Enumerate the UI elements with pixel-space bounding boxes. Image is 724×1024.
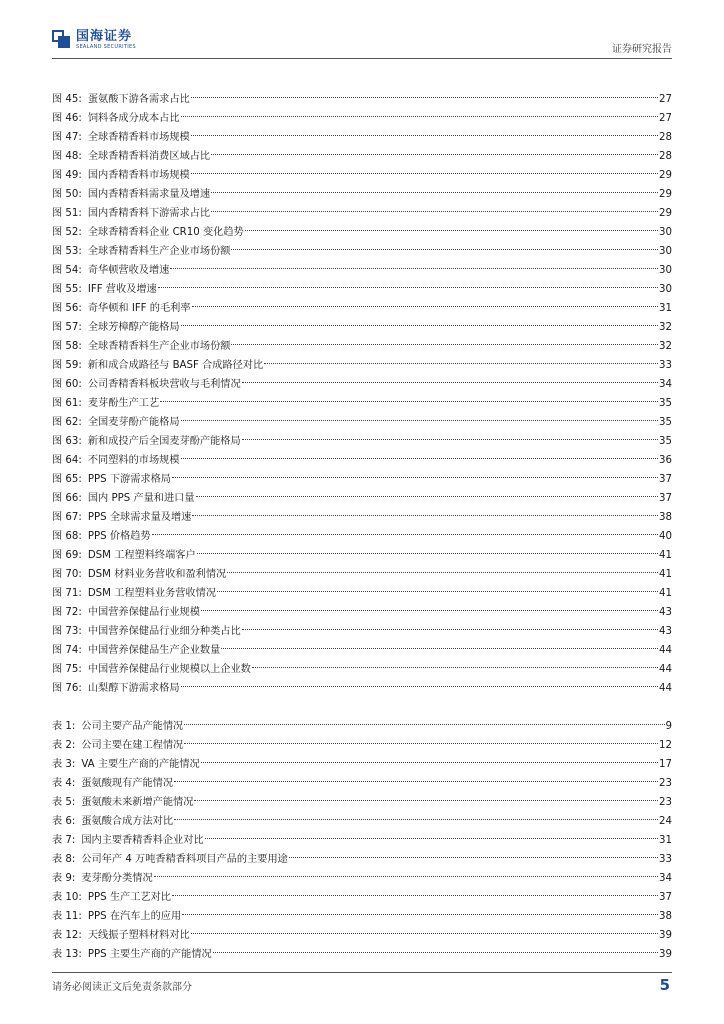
- entry-page-number: 30: [659, 265, 672, 276]
- dot-leader: [158, 273, 658, 292]
- dot-leader: [181, 672, 659, 691]
- entry-title: DSM 工程塑料业务营收情况: [87, 588, 217, 599]
- dot-leader: [181, 102, 659, 121]
- figure-index: [52, 83, 672, 694]
- entry-title: 全球香精香料市场规模: [87, 132, 190, 143]
- entry-title: 中国营养保健品行业规模: [87, 607, 200, 618]
- entry-title: PPS 生产工艺对比: [87, 892, 171, 903]
- entry-page-number: 37: [659, 474, 672, 485]
- entry-title: 公司主要在建工程情况: [81, 740, 184, 751]
- entry-page-number: 39: [659, 930, 672, 941]
- entry-page-number: 43: [659, 607, 672, 618]
- entry-label: 图 55:: [52, 284, 82, 295]
- entry-page-number: 37: [659, 892, 672, 903]
- figure-entry[interactable]: [52, 83, 672, 105]
- dot-leader: [242, 615, 658, 634]
- entry-title: 国内香精香料市场规模: [87, 170, 190, 181]
- dot-leader: [170, 254, 658, 273]
- entry-page-number: 29: [659, 189, 672, 200]
- entry-title: 奇华顿和 IFF 的毛利率: [87, 303, 191, 314]
- entry-title: 天线振子塑料材料对比: [87, 930, 190, 941]
- dot-leader: [174, 805, 658, 824]
- logo-name-en: SEALAND SECURITIES: [76, 44, 136, 50]
- entry-page-number: 9: [665, 721, 672, 732]
- dot-leader: [242, 425, 658, 444]
- entry-label: 图 66:: [52, 493, 82, 504]
- entry-label: 表 6:: [52, 816, 76, 827]
- entry-page-number: 31: [659, 303, 672, 314]
- entry-label: 图 75:: [52, 664, 82, 675]
- entry-label: 图 76:: [52, 683, 82, 694]
- dot-leader: [231, 235, 658, 254]
- dot-leader: [242, 368, 658, 387]
- entry-label: 表 11:: [52, 911, 82, 922]
- entry-label: 图 49:: [52, 170, 82, 181]
- entry-page-number: 29: [659, 170, 672, 181]
- entry-title: 全球香精香料企业 CR10 变化趋势: [87, 227, 244, 238]
- entry-page-number: 36: [659, 455, 672, 466]
- entry-label: 图 60:: [52, 379, 82, 390]
- entry-label: 图 52:: [52, 227, 82, 238]
- entry-title: 全球芳樟醇产能格局: [87, 322, 180, 333]
- entry-title: 全国麦芽酚产能格局: [87, 417, 180, 428]
- entry-title: 公司主要产品产能情况: [81, 721, 184, 732]
- entry-page-number: 43: [659, 626, 672, 637]
- entry-label: 表 3:: [52, 759, 76, 770]
- entry-label: 表 7:: [52, 835, 76, 846]
- entry-page-number: 28: [659, 132, 672, 143]
- dot-leader: [174, 767, 658, 786]
- entry-title: 饲料各成分成本占比: [87, 113, 180, 124]
- entry-label: 图 72:: [52, 607, 82, 618]
- dot-leader: [172, 463, 658, 482]
- entry-page-number: 38: [659, 911, 672, 922]
- entry-label: 图 48:: [52, 151, 82, 162]
- entry-label: 图 69:: [52, 550, 82, 561]
- entry-label: 表 1:: [52, 721, 76, 732]
- dot-leader: [205, 824, 658, 843]
- dot-leader: [289, 843, 658, 862]
- entry-page-number: 29: [659, 208, 672, 219]
- dot-leader: [191, 919, 658, 938]
- entry-title: 蛋氨酸未来新增产能情况: [81, 797, 194, 808]
- entry-label: 图 53:: [52, 246, 82, 257]
- entry-title: 公司香精香料板块营收与毛利情况: [87, 379, 241, 390]
- entry-title: 奇华顿营收及增速: [87, 265, 170, 276]
- entry-page-number: 33: [659, 854, 672, 865]
- entry-page-number: 30: [659, 246, 672, 257]
- entry-page-number: 35: [659, 436, 672, 447]
- table-entry[interactable]: [52, 710, 672, 732]
- entry-title: 新和成合成路径与 BASF 合成路径对比: [87, 360, 264, 371]
- dot-leader: [211, 178, 658, 197]
- entry-label: 图 62:: [52, 417, 82, 428]
- dot-leader: [252, 653, 658, 672]
- entry-title: 不同塑料的市场规模: [87, 455, 180, 466]
- entry-page-number: 38: [659, 512, 672, 523]
- entry-title: PPS 下游需求格局: [87, 474, 171, 485]
- dot-leader: [191, 159, 658, 178]
- entry-title: 新和成投产后全国麦芽酚产能格局: [87, 436, 241, 447]
- report-type-label: 证券研究报告: [612, 44, 672, 55]
- entry-title: 国内主要香精香料企业对比: [81, 835, 204, 846]
- entry-title: 山梨醇下游需求格局: [87, 683, 180, 694]
- entry-page-number: 41: [659, 569, 672, 580]
- entry-label: 表 5:: [52, 797, 76, 808]
- dot-leader: [231, 330, 658, 349]
- entry-title: 中国营养保健品行业规模以上企业数: [87, 664, 251, 675]
- entry-page-number: 44: [659, 664, 672, 675]
- entry-page-number: 35: [659, 417, 672, 428]
- entry-title: 麦芽酚生产工艺: [87, 398, 160, 409]
- entry-label: 图 51:: [52, 208, 82, 219]
- entry-label: 表 8:: [52, 854, 76, 865]
- entry-label: 图 45:: [52, 94, 82, 105]
- entry-page-number: 35: [659, 398, 672, 409]
- entry-page-number: 24: [659, 816, 672, 827]
- entry-title: 全球香精香料消费区域占比: [87, 151, 211, 162]
- entry-page-number: 44: [659, 645, 672, 656]
- dot-leader: [245, 216, 658, 235]
- entry-page-number: 23: [659, 778, 672, 789]
- dot-leader: [172, 881, 658, 900]
- entry-label: 图 65:: [52, 474, 82, 485]
- dot-leader: [192, 292, 659, 311]
- entry-title: PPS 主要生产商的产能情况: [87, 949, 212, 960]
- dot-leader: [182, 900, 658, 919]
- entry-label: 图 73:: [52, 626, 82, 637]
- entry-title: 全球香精香料生产企业市场份额: [87, 246, 231, 257]
- entry-label: 图 64:: [52, 455, 82, 466]
- dot-leader: [181, 311, 659, 330]
- dot-leader: [184, 729, 658, 748]
- entry-page-number: 23: [659, 797, 672, 808]
- entry-page-number: 37: [659, 493, 672, 504]
- entry-label: 图 47:: [52, 132, 82, 143]
- entry-label: 图 68:: [52, 531, 82, 542]
- entry-label: 图 63:: [52, 436, 82, 447]
- entry-title: IFF 营收及增速: [87, 284, 157, 295]
- company-logo: [52, 30, 136, 50]
- entry-label: 图 57:: [52, 322, 82, 333]
- entry-page-number: 12: [659, 740, 672, 751]
- dot-leader: [181, 406, 659, 425]
- entry-title: 中国营养保健品生产企业数量: [87, 645, 221, 656]
- header-divider: [52, 58, 672, 59]
- dot-leader: [191, 121, 658, 140]
- entry-label: 图 74:: [52, 645, 82, 656]
- entry-title: 麦芽酚分类情况: [81, 873, 153, 884]
- entry-page-number: 27: [659, 94, 672, 105]
- entry-label: 表 13:: [52, 949, 82, 960]
- entry-page-number: 28: [659, 151, 672, 162]
- entry-title: PPS 全球需求量及增速: [87, 512, 192, 523]
- logo-name-cn: 国海证券: [76, 29, 133, 44]
- entry-page-number: 32: [659, 322, 672, 333]
- entry-page-number: 41: [659, 588, 672, 599]
- entry-page-number: 33: [659, 360, 672, 371]
- page-number: 5: [659, 976, 670, 994]
- dot-leader: [201, 748, 658, 767]
- entry-label: 图 67:: [52, 512, 82, 523]
- entry-title: VA 主要生产商的产能情况: [81, 759, 200, 770]
- entry-title: 公司年产 4 万吨香精香料项目产品的主要用途: [81, 854, 288, 865]
- entry-page-number: 44: [659, 683, 672, 694]
- entry-title: 中国营养保健品行业细分种类占比: [87, 626, 241, 637]
- entry-label: 表 9:: [52, 873, 76, 884]
- entry-page-number: 41: [659, 550, 672, 561]
- entry-label: 表 10:: [52, 892, 82, 903]
- page-header: [52, 30, 672, 56]
- entry-label: 图 61:: [52, 398, 82, 409]
- dot-leader: [181, 444, 659, 463]
- entry-page-number: 17: [659, 759, 672, 770]
- entry-page-number: 30: [659, 284, 672, 295]
- entry-label: 图 46:: [52, 113, 82, 124]
- dot-leader: [194, 786, 658, 805]
- entry-label: 图 50:: [52, 189, 82, 200]
- entry-title: 国内香精香料需求量及增速: [87, 189, 211, 200]
- entry-label: 图 70:: [52, 569, 82, 580]
- entry-title: 蛋氨酸合成方法对比: [81, 816, 174, 827]
- entry-title: DSM 材料业务营收和盈利情况: [87, 569, 227, 580]
- dot-leader: [211, 140, 658, 159]
- dot-leader: [192, 501, 658, 520]
- dot-leader: [184, 710, 664, 729]
- dot-leader: [217, 577, 658, 596]
- entry-title: PPS 在汽车上的应用: [87, 911, 182, 922]
- entry-page-number: 30: [659, 227, 672, 238]
- entry-page-number: 34: [659, 873, 672, 884]
- entry-title: 国内香精香料下游需求占比: [87, 208, 211, 219]
- table-index: [52, 710, 672, 960]
- entry-label: 图 54:: [52, 265, 82, 276]
- dot-leader: [196, 482, 658, 501]
- entry-page-number: 34: [659, 379, 672, 390]
- entry-title: DSM 工程塑料终端客户: [87, 550, 196, 561]
- entry-page-number: 27: [659, 113, 672, 124]
- dot-leader: [197, 539, 658, 558]
- entry-label: 表 12:: [52, 930, 82, 941]
- entry-page-number: 31: [659, 835, 672, 846]
- entry-title: 蛋氨酸下游各需求占比: [87, 94, 190, 105]
- entry-title: 全球香精香料生产企业市场份额: [87, 341, 231, 352]
- entry-label: 图 58:: [52, 341, 82, 352]
- entry-page-number: 40: [659, 531, 672, 542]
- disclaimer-note: 请务必阅读正文后免责条款部分: [52, 982, 192, 993]
- dot-leader: [160, 387, 658, 406]
- entry-label: 图 59:: [52, 360, 82, 371]
- entry-label: 图 56:: [52, 303, 82, 314]
- entry-title: PPS 价格趋势: [87, 531, 151, 542]
- entry-label: 表 2:: [52, 740, 76, 751]
- dot-leader: [264, 349, 658, 368]
- logo-icon: [52, 30, 72, 50]
- dot-leader: [201, 596, 658, 615]
- dot-leader: [154, 862, 658, 881]
- entry-page-number: 32: [659, 341, 672, 352]
- footer-divider: [52, 972, 672, 973]
- entry-title: 蛋氨酸现有产能情况: [81, 778, 174, 789]
- entry-title: 国内 PPS 产量和进口量: [87, 493, 195, 504]
- dot-leader: [152, 520, 658, 539]
- dot-leader: [227, 558, 658, 577]
- dot-leader: [191, 83, 658, 102]
- dot-leader: [211, 197, 658, 216]
- entry-page-number: 39: [659, 949, 672, 960]
- entry-label: 图 71:: [52, 588, 82, 599]
- dot-leader: [221, 634, 658, 653]
- dot-leader: [213, 938, 658, 957]
- entry-label: 表 4:: [52, 778, 76, 789]
